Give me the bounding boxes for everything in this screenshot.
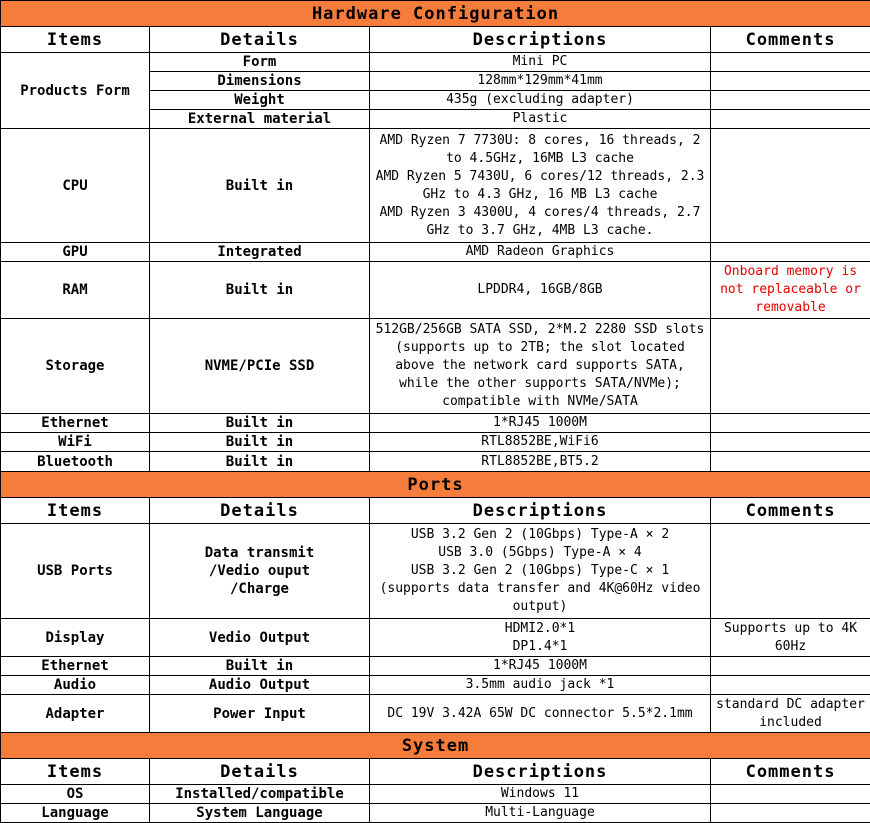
header-comments: Comments xyxy=(711,27,870,53)
item-products-form: Products Form xyxy=(1,53,150,129)
detail-bluetooth: Built in xyxy=(150,452,370,472)
comment-cell xyxy=(711,785,870,804)
table-row xyxy=(1,319,870,414)
comment-cell xyxy=(711,319,870,414)
comment-cell xyxy=(711,433,870,452)
item-gpu: GPU xyxy=(1,243,150,262)
desc-storage: 512GB/256GB SATA SSD, 2*M.2 2280 SSD slots (supports up to 2TB; the slot located above the network card supports SATA, while the other supports SATA/NVMe); compatible with NVMe/SATA xyxy=(370,319,711,414)
detail-weight: Weight xyxy=(150,91,370,110)
desc-audio: 3.5mm audio jack *1 xyxy=(370,676,711,695)
detail-ram: Built in xyxy=(150,262,370,319)
table-row xyxy=(1,414,870,433)
desc-adapter: DC 19V 3.42A 65W DC connector 5.5*2.1mm xyxy=(370,695,711,733)
header-items: Items xyxy=(1,27,150,53)
detail-material: External material xyxy=(150,110,370,129)
section-title-system: System xyxy=(1,733,870,759)
section-row-system xyxy=(1,733,870,759)
item-wifi: WiFi xyxy=(1,433,150,452)
header-descriptions: Descriptions xyxy=(370,498,711,524)
comment-cell xyxy=(711,129,870,243)
detail-ethernet: Built in xyxy=(150,414,370,433)
header-comments: Comments xyxy=(711,498,870,524)
header-items: Items xyxy=(1,759,150,785)
table-row xyxy=(1,452,870,472)
section-row-ports xyxy=(1,472,870,498)
comment-cell xyxy=(711,110,870,129)
table-row xyxy=(1,619,870,657)
desc-weight: 435g (excluding adapter) xyxy=(370,91,711,110)
detail-language: System Language xyxy=(150,804,370,823)
detail-ethernet-port: Built in xyxy=(150,657,370,676)
item-adapter: Adapter xyxy=(1,695,150,733)
detail-audio: Audio Output xyxy=(150,676,370,695)
comment-adapter: standard DC adapter included xyxy=(711,695,870,733)
desc-display: HDMI2.0*1 DP1.4*1 xyxy=(370,619,711,657)
detail-wifi: Built in xyxy=(150,433,370,452)
comment-cell xyxy=(711,414,870,433)
header-row xyxy=(1,498,870,524)
item-display: Display xyxy=(1,619,150,657)
detail-storage: NVME/PCIe SSD xyxy=(150,319,370,414)
comment-ram: Onboard memory is not replaceable or removable xyxy=(711,262,870,319)
header-items: Items xyxy=(1,498,150,524)
desc-usb-ports: USB 3.2 Gen 2 (10Gbps) Type-A × 2 USB 3.0 (5Gbps) Type-A × 4 USB 3.2 Gen 2 (10Gbps) Type-C × 1 (supports data transfer and 4K@60Hz video output) xyxy=(370,524,711,619)
item-bluetooth: Bluetooth xyxy=(1,452,150,472)
item-os: OS xyxy=(1,785,150,804)
comment-cell xyxy=(711,676,870,695)
desc-gpu: AMD Radeon Graphics xyxy=(370,243,711,262)
comment-cell xyxy=(711,72,870,91)
detail-cpu: Built in xyxy=(150,129,370,243)
item-ethernet-port: Ethernet xyxy=(1,657,150,676)
table-row xyxy=(1,53,870,72)
item-usb-ports: USB Ports xyxy=(1,524,150,619)
section-title-hardware: Hardware Configuration xyxy=(1,1,870,27)
detail-adapter: Power Input xyxy=(150,695,370,733)
table-row xyxy=(1,262,870,319)
table-row xyxy=(1,243,870,262)
header-descriptions: Descriptions xyxy=(370,759,711,785)
comment-cell xyxy=(711,243,870,262)
desc-ram: LPDDR4, 16GB/8GB xyxy=(370,262,711,319)
item-storage: Storage xyxy=(1,319,150,414)
desc-ethernet: 1*RJ45 1000M xyxy=(370,414,711,433)
item-cpu: CPU xyxy=(1,129,150,243)
item-ram: RAM xyxy=(1,262,150,319)
header-row xyxy=(1,759,870,785)
item-ethernet: Ethernet xyxy=(1,414,150,433)
table-row xyxy=(1,129,870,243)
header-comments: Comments xyxy=(711,759,870,785)
header-descriptions: Descriptions xyxy=(370,27,711,53)
desc-os: Windows 11 xyxy=(370,785,711,804)
desc-language: Multi-Language xyxy=(370,804,711,823)
comment-display: Supports up to 4K 60Hz xyxy=(711,619,870,657)
detail-dimensions: Dimensions xyxy=(150,72,370,91)
comment-cell xyxy=(711,452,870,472)
header-details: Details xyxy=(150,27,370,53)
comment-cell xyxy=(711,53,870,72)
item-audio: Audio xyxy=(1,676,150,695)
desc-bluetooth: RTL8852BE,BT5.2 xyxy=(370,452,711,472)
detail-gpu: Integrated xyxy=(150,243,370,262)
comment-cell xyxy=(711,657,870,676)
table-row xyxy=(1,657,870,676)
section-row-hardware xyxy=(1,1,870,27)
item-language: Language xyxy=(1,804,150,823)
comment-cell xyxy=(711,91,870,110)
table-row xyxy=(1,524,870,619)
desc-form: Mini PC xyxy=(370,53,711,72)
header-details: Details xyxy=(150,498,370,524)
comment-cell xyxy=(711,524,870,619)
detail-display: Vedio Output xyxy=(150,619,370,657)
header-details: Details xyxy=(150,759,370,785)
detail-os: Installed/compatible xyxy=(150,785,370,804)
detail-form: Form xyxy=(150,53,370,72)
table-row xyxy=(1,695,870,733)
table-row xyxy=(1,433,870,452)
desc-dimensions: 128mm*129mm*41mm xyxy=(370,72,711,91)
table-row xyxy=(1,785,870,804)
header-row xyxy=(1,27,870,53)
desc-wifi: RTL8852BE,WiFi6 xyxy=(370,433,711,452)
detail-usb-ports: Data transmit /Vedio ouput /Charge xyxy=(150,524,370,619)
desc-ethernet-port: 1*RJ45 1000M xyxy=(370,657,711,676)
section-title-ports: Ports xyxy=(1,472,870,498)
desc-material: Plastic xyxy=(370,110,711,129)
desc-cpu: AMD Ryzen 7 7730U: 8 cores, 16 threads, 2 to 4.5GHz, 16MB L3 cache AMD Ryzen 5 7430U, 6 cores/12 threads, 2.3 GHz to 4.3 GHz, 16 MB L3 cache AMD Ryzen 3 4300U, 4 cores/4 threads, 2.7 GHz to 3.7 GHz, 4MB L3 cache. xyxy=(370,129,711,243)
table-row xyxy=(1,676,870,695)
